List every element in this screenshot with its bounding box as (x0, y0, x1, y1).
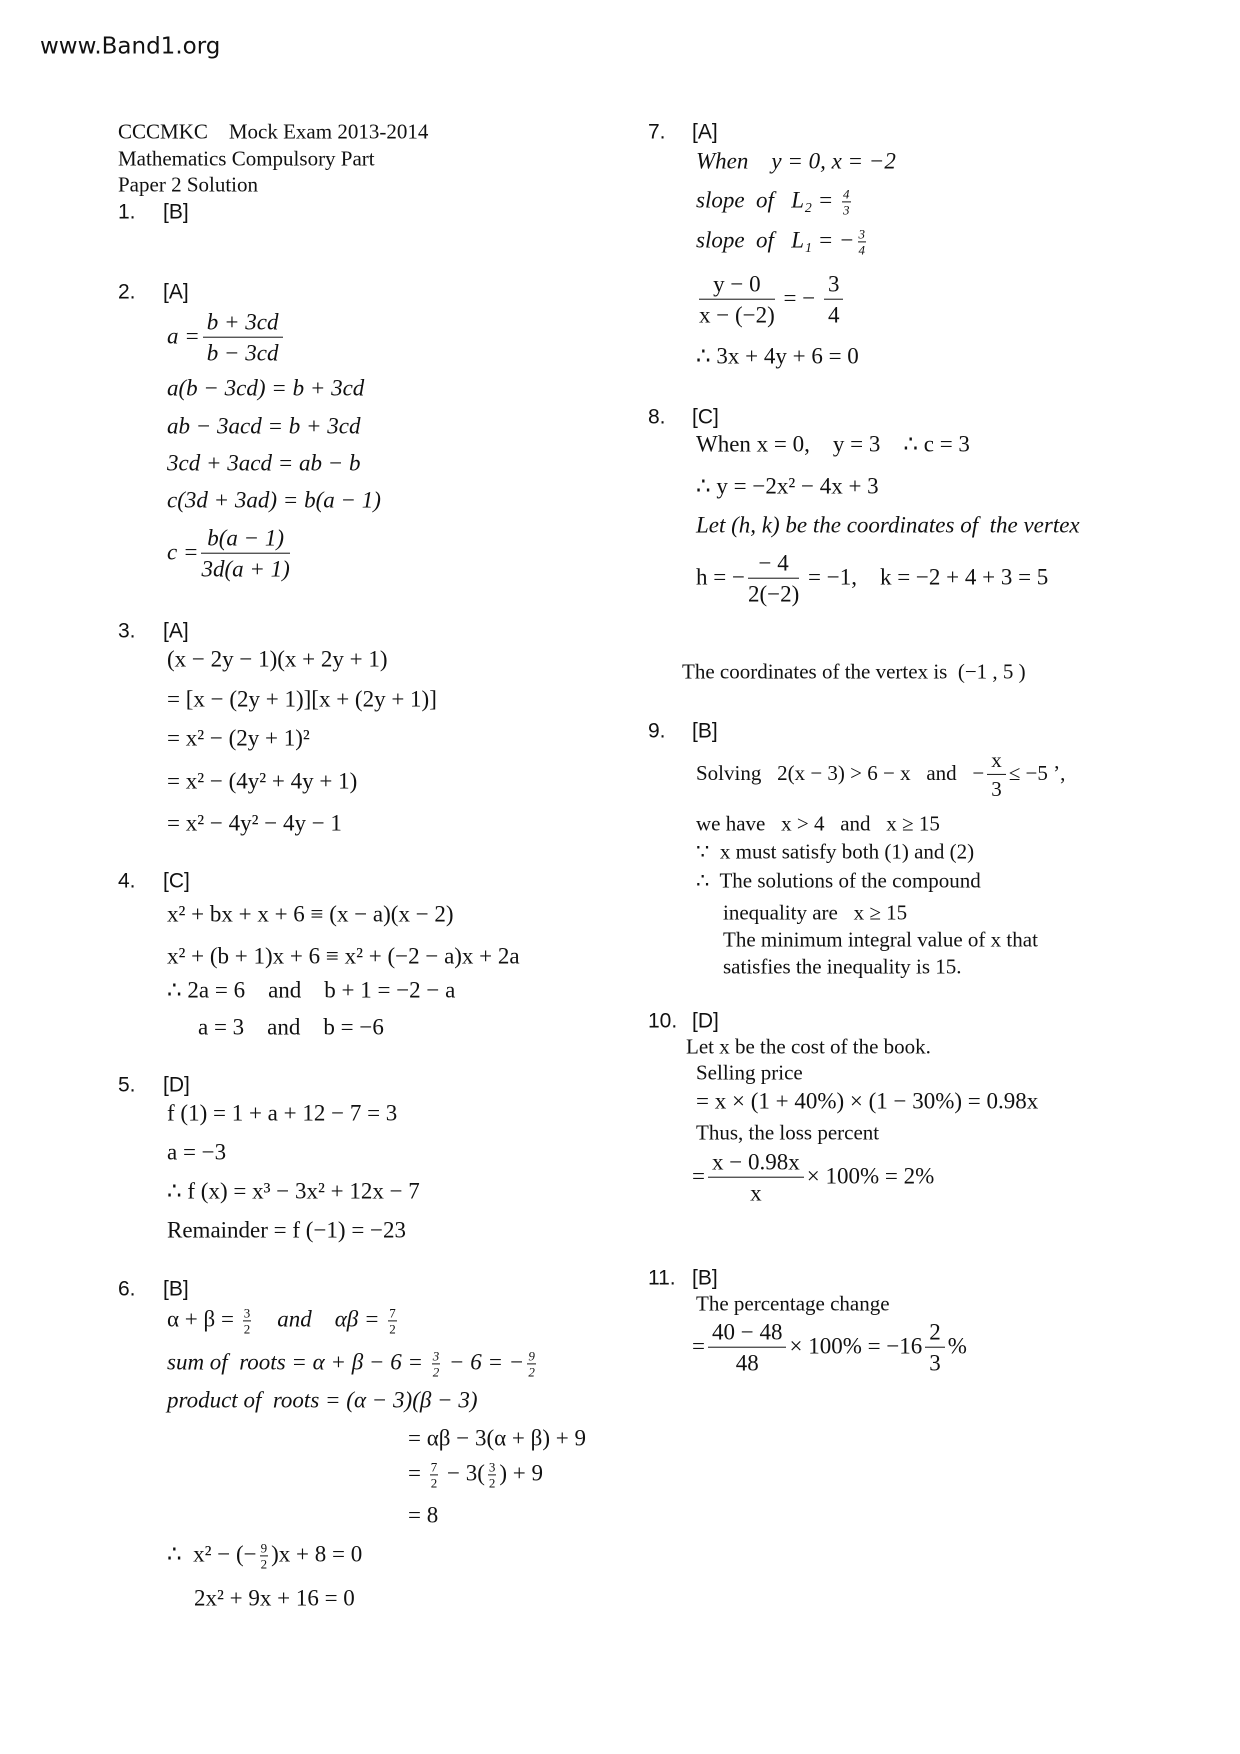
math-segment: 3 (824, 272, 844, 300)
q10-step-1: Let x be the cost of the book. (686, 1034, 931, 1059)
q2-number: 2. (118, 280, 136, 304)
q11-step-2 (692, 1320, 967, 1377)
math-segment: 40 − 48 (708, 1320, 786, 1348)
q6-step-8: 2x² + 9x + 16 = 0 (194, 1585, 355, 1611)
math-segment: 4 (858, 242, 866, 258)
fraction (527, 1350, 536, 1379)
math-segment: = −1, k = −2 + 4 + 3 = 5 (802, 564, 1049, 590)
math-segment: × 100% = 2% (806, 1163, 935, 1189)
math-segment: − 4 (748, 551, 799, 579)
q2-step-5: c(3d + 3ad) = b(a − 1) (167, 487, 381, 513)
q10-step-4: Thus, the loss percent (696, 1120, 880, 1145)
math-segment: b(a − 1) (201, 526, 289, 554)
q7-step-4 (696, 272, 846, 329)
math-segment: 9 (528, 1348, 535, 1364)
math-segment: 2 (528, 1364, 535, 1380)
q11-step-1: The percentage change (696, 1291, 890, 1316)
q2-answer: [A] (163, 280, 189, 304)
q2-step-2: a(b − 3cd) = b + 3cd (167, 375, 365, 401)
q9-step-3: ∵ x must satisfy both (1) and (2) (696, 839, 975, 864)
math-segment: 2 (430, 1475, 438, 1491)
q3-step-5: = x² − 4y² − 4y − 1 (167, 810, 342, 836)
math-segment: b − 3cd (206, 341, 279, 366)
q7-step-5: ∴ 3x + 4y + 6 = 0 (696, 343, 859, 369)
q8-step-2: ∴ y = −2x² − 4x + 3 (696, 473, 879, 499)
q7-answer: [A] (692, 120, 718, 144)
math-segment: x − (−2) (699, 303, 775, 328)
q8-conclusion: The coordinates of the vertex is (−1 , 5 ) (682, 659, 1026, 684)
math-segment: 2 (432, 1364, 440, 1380)
q4-step-3: ∴ 2a = 6 and b + 1 = −2 − a (167, 977, 456, 1003)
q5-step-4: Remainder = f (−1) = −23 (167, 1217, 407, 1243)
fraction (203, 310, 283, 367)
q9-step-7: satisfies the inequality is 15. (723, 954, 962, 979)
fraction (748, 551, 799, 608)
q5-step-3: ∴ f (x) = x³ − 3x² + 12x − 7 (167, 1178, 420, 1204)
q7-number: 7. (648, 120, 666, 144)
q6-step-7 (167, 1541, 362, 1570)
fraction (858, 228, 867, 257)
fraction (987, 749, 1006, 801)
math-segment: h = − (696, 564, 745, 590)
fraction (432, 1350, 441, 1379)
q3-answer: [A] (163, 619, 189, 643)
q8-step-1: When x = 0, y = 3 ∴ c = 3 (696, 431, 970, 457)
fraction (708, 1150, 804, 1207)
fraction (708, 1320, 786, 1377)
q5-step-1: f (1) = 1 + a + 12 − 7 = 3 (167, 1100, 398, 1126)
q11-number: 11. (648, 1266, 676, 1290)
q10-step-3: = x × (1 + 40%) × (1 − 30%) = 0.98x (696, 1088, 1039, 1114)
math-segment: 9 (260, 1540, 268, 1556)
fraction (388, 1307, 397, 1336)
q6-step-2 (167, 1349, 539, 1378)
math-segment: 3d(a + 1) (201, 557, 290, 582)
math-segment: 3 (488, 1459, 496, 1475)
math-segment: 3 (243, 1305, 251, 1321)
q1-number: 1. (118, 200, 136, 224)
math-segment: 2 (260, 1556, 268, 1572)
q6-answer: [B] (163, 1277, 189, 1301)
fraction (260, 1542, 269, 1571)
fraction (842, 188, 851, 217)
q5-step-2: a = −3 (167, 1139, 227, 1165)
math-segment: α + β = (167, 1306, 240, 1332)
q9-step-1 (696, 749, 1065, 801)
q7-step-3 (696, 227, 869, 256)
fraction (925, 1320, 945, 1377)
fraction (243, 1307, 252, 1336)
q3-step-1: (x − 2y − 1)(x + 2y + 1) (167, 646, 388, 672)
q10-step-2: Selling price (696, 1060, 803, 1085)
math-segment: % (947, 1333, 967, 1359)
fraction (201, 526, 289, 583)
math-segment: 2 (389, 1321, 396, 1337)
math-segment: 2 (925, 1320, 945, 1348)
q3-step-2: = [x − (2y + 1)][x + (2y + 1)] (167, 686, 437, 712)
math-segment: = (692, 1333, 705, 1359)
math-segment: b + 3cd (203, 310, 283, 338)
q9-answer: [B] (692, 719, 718, 743)
math-segment: 3 (858, 226, 866, 242)
paper-title: Paper 2 Solution (118, 172, 258, 197)
math-segment: x (987, 749, 1006, 775)
q3-step-4: = x² − (4y² + 4y + 1) (167, 768, 358, 794)
q6-step-5 (408, 1460, 543, 1489)
math-segment: 3 (929, 1351, 941, 1376)
q10-answer: [D] (692, 1009, 719, 1033)
math-segment: 7 (430, 1459, 438, 1475)
math-segment: 2 (488, 1475, 496, 1491)
math-segment: a = (167, 323, 200, 349)
q11-answer: [B] (692, 1266, 718, 1290)
q7-step-2 (696, 187, 854, 216)
math-segment: × 100% = −16 (789, 1333, 923, 1359)
math-segment: − 3( (441, 1460, 485, 1486)
math-segment: sum of roots = α + β − 6 = (167, 1349, 429, 1375)
math-segment: )x + 8 = 0 (271, 1541, 363, 1567)
math-segment: 7 (389, 1305, 396, 1321)
q7-step-1: When y = 0, x = −2 (696, 148, 896, 174)
q8-number: 8. (648, 405, 666, 429)
math-segment: 2(−2) (747, 582, 800, 607)
math-segment: = − (777, 285, 821, 311)
q4-step-4: a = 3 and b = −6 (198, 1014, 384, 1040)
q8-answer: [C] (692, 405, 719, 429)
math-segment: 4 (827, 303, 840, 328)
watermark-url: www.Band1.org (40, 33, 221, 60)
q4-step-1: x² + bx + x + 6 ≡ (x − a)(x − 2) (167, 901, 454, 927)
fraction (430, 1461, 439, 1490)
math-segment: ≤ −5 ’, (1008, 760, 1066, 785)
q10-number: 10. (648, 1009, 678, 1033)
q5-answer: [D] (163, 1073, 190, 1097)
q9-step-4: ∴ The solutions of the compound (696, 868, 981, 893)
math-segment: x − 0.98x (708, 1150, 804, 1178)
q1-answer: [B] (163, 200, 189, 224)
fraction (699, 272, 775, 329)
math-segment: Solving 2(x − 3) > 6 − x and − (696, 760, 985, 785)
q4-step-2: x² + (b + 1)x + 6 ≡ x² + (−2 − a)x + 2a (167, 943, 520, 969)
math-segment: 4 (843, 186, 850, 202)
q9-step-2: we have x > 4 and x ≥ 15 (696, 811, 940, 836)
math-segment: c = (167, 539, 199, 565)
q4-answer: [C] (163, 869, 190, 893)
math-segment: ∴ x² − (− (167, 1541, 257, 1567)
q3-number: 3. (118, 619, 136, 643)
math-segment: 3 (991, 777, 1002, 801)
math-segment: x (750, 1181, 762, 1206)
math-segment: = (692, 1163, 705, 1189)
q6-step-3: product of roots = (α − 3)(β − 3) (167, 1387, 478, 1413)
q3-step-3: = x² − (2y + 1)² (167, 725, 310, 751)
exam-title: CCCMKC Mock Exam 2013-2014 (118, 119, 429, 144)
q4-number: 4. (118, 869, 136, 893)
q6-number: 6. (118, 1277, 136, 1301)
math-segment: − 6 = − (443, 1349, 525, 1375)
math-segment: 2 (243, 1321, 251, 1337)
q5-number: 5. (118, 1073, 136, 1097)
math-segment: ) + 9 (499, 1460, 544, 1486)
q2-step-4: 3cd + 3acd = ab − b (167, 450, 361, 476)
q6-step-6: = 8 (408, 1502, 439, 1528)
math-segment: and αβ = (254, 1306, 386, 1332)
q8-step-4 (696, 551, 1048, 608)
q2-step-1 (167, 310, 286, 367)
fraction (824, 272, 844, 329)
q9-step-5: inequality are x ≥ 15 (723, 900, 908, 925)
q9-step-6: The minimum integral value of x that (723, 927, 1038, 952)
q6-step-1 (167, 1306, 400, 1335)
math-segment: 48 (735, 1351, 759, 1376)
math-segment: 3 (843, 202, 850, 218)
q8-step-3: Let (h, k) be the coordinates of the vertex (696, 512, 1080, 538)
math-segment: = (408, 1460, 427, 1486)
q2-step-6 (167, 526, 293, 583)
math-segment: slope of L₁ = − (696, 227, 855, 253)
math-segment: 3 (432, 1348, 440, 1364)
fraction (488, 1461, 497, 1490)
subject-title: Mathematics Compulsory Part (118, 146, 375, 171)
math-segment: slope of L₂ = (696, 187, 839, 213)
q6-step-4: = αβ − 3(α + β) + 9 (408, 1425, 586, 1451)
math-segment: y − 0 (699, 272, 775, 300)
q10-step-5 (692, 1150, 934, 1207)
q2-step-3: ab − 3acd = b + 3cd (167, 413, 361, 439)
q9-number: 9. (648, 719, 666, 743)
